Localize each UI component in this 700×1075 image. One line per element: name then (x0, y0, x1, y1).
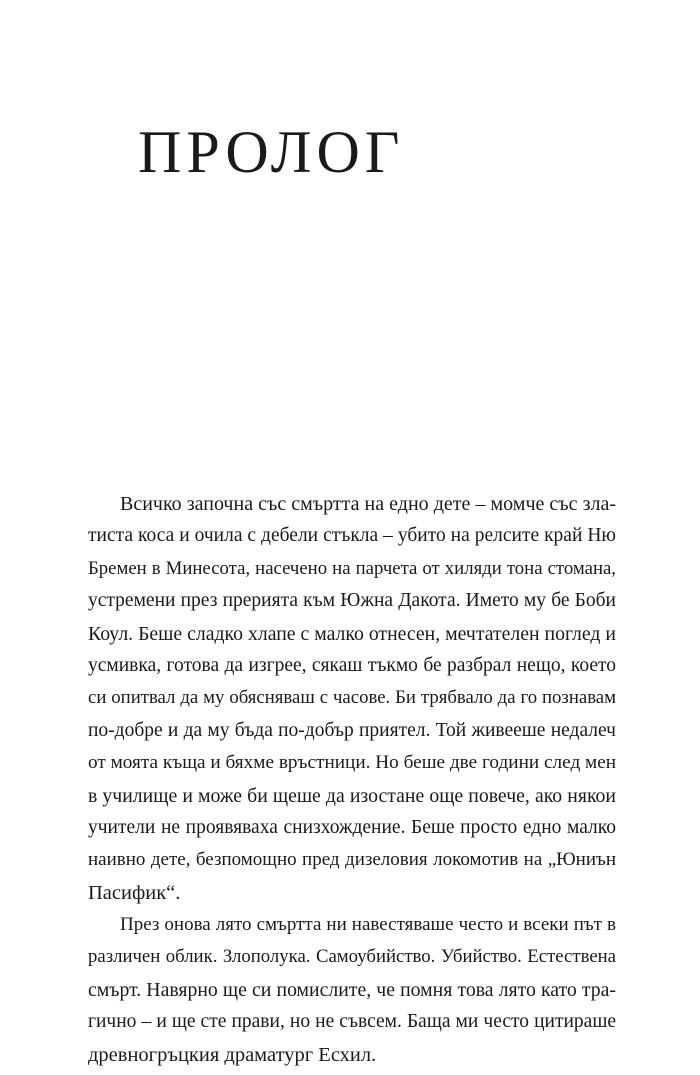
paragraph-2 (88, 909, 616, 1071)
text-line: усмивка, готова да изгрее, сякаш тъкмо бе разбрал нещо, което (88, 654, 616, 676)
text-line: устремени през прерията към Южна Дакота. Името му бе Боби (88, 590, 616, 612)
chapter-title: ПРОЛОГ (138, 119, 405, 185)
text-line: учители не проявяваха снизхождение. Беше просто едно малко (88, 816, 616, 838)
text-line: в училище и може би щеше да изостане още повече, ако някои (88, 784, 616, 807)
text-line: смърт. Навярно ще си помислите, че помня това лято като тра- (88, 978, 616, 1001)
text-line: Коул. Беше сладко хлапе с малко отнесен, мечтателен поглед и (88, 622, 616, 645)
text-line: наивно дете, безпомощно пред дизеловия локомотив на „Юниън (88, 849, 616, 871)
body-text (88, 488, 616, 1071)
text-line: Бремен в Минесота, насечено на парчета от хиляди тона стомана, (88, 557, 616, 579)
text-line: си опитвал да му обясняваш с часове. Би трябвало да го познавам (88, 687, 616, 709)
text-line: Пасифик“. (88, 881, 181, 904)
paragraph-1 (88, 488, 616, 909)
text-line: от моята къща и бяхме връстници. Но беше две години след мен (88, 752, 617, 774)
text-line: различен облик. Злополука. Самоубийство. Убийство. Естествена (88, 946, 616, 968)
text-line: тиста коса и очила с дебели стъкла – убито на релсите край Ню (88, 525, 616, 547)
text-line: древногръцкия драматург Есхил. (88, 1043, 377, 1066)
text-line: През онова лято смъртта ни навестяваше често и всеки път в (120, 914, 616, 936)
text-line: по-добре и да му бъда по-добър приятел. Той живееше недалеч (88, 719, 616, 741)
text-line: Всичко започна със смъртта на едно дете – момче със зла- (120, 493, 616, 515)
text-line: гично – и ще сте прави, но не съвсем. Баща ми често цитираше (88, 1011, 616, 1033)
